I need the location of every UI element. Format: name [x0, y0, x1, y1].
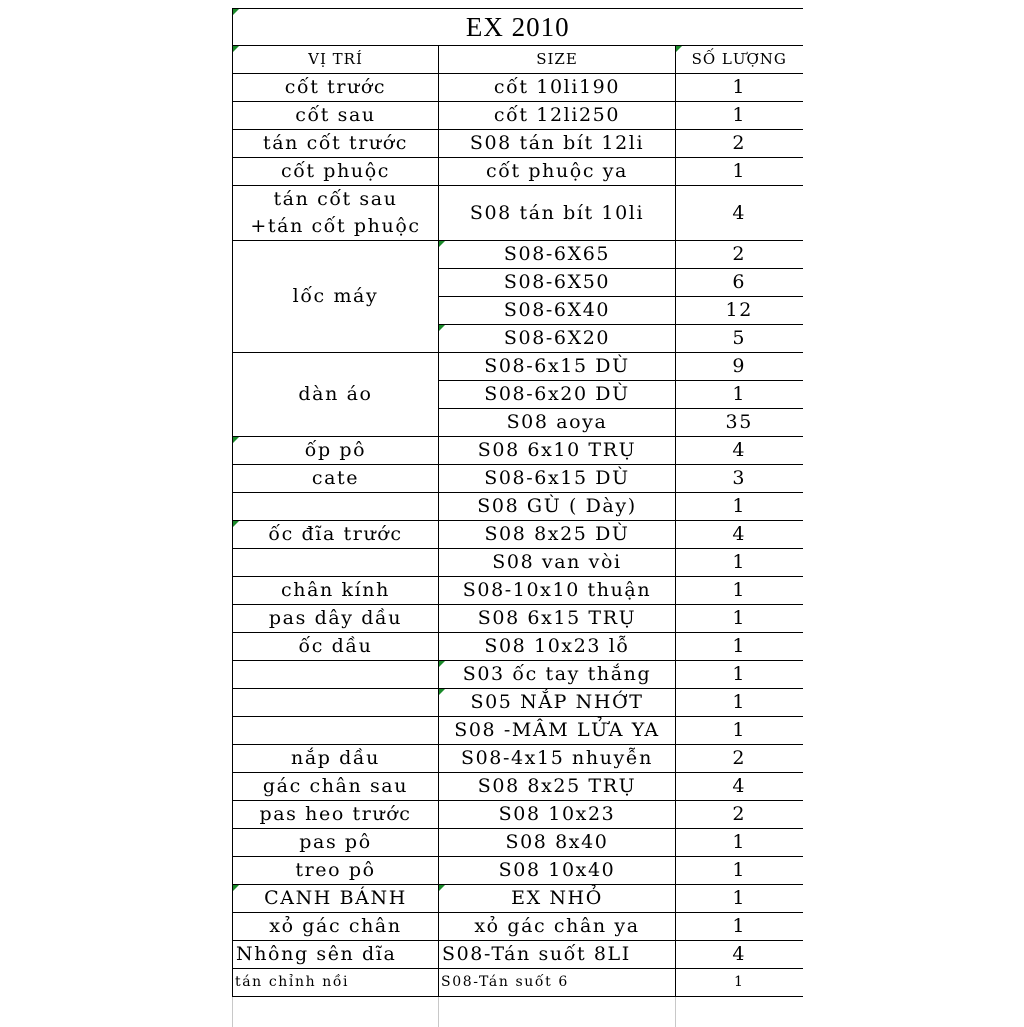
cell-size[interactable]: S08-6X50: [439, 269, 676, 297]
cell-quantity[interactable]: 1: [676, 969, 803, 997]
cell-quantity[interactable]: 1: [676, 857, 803, 885]
cell-position[interactable]: [233, 717, 439, 745]
cell-quantity[interactable]: 12: [676, 297, 803, 325]
cell-size[interactable]: cốt 10li190: [439, 74, 676, 102]
cell-size[interactable]: S08 8x40: [439, 829, 676, 857]
sheet-title[interactable]: EX 2010: [233, 9, 803, 46]
cell-size[interactable]: S08-Tán suốt 8LI: [439, 941, 676, 969]
cell-quantity[interactable]: 1: [676, 158, 803, 186]
cell-position[interactable]: cốt sau: [233, 102, 439, 130]
cell-size[interactable]: S05 NẮP NHỚT: [439, 689, 676, 717]
cell-size[interactable]: S08-6x15 DÙ: [439, 465, 676, 493]
cell-size[interactable]: S08 10x40: [439, 857, 676, 885]
cell-quantity[interactable]: 1: [676, 885, 803, 913]
table-row: [233, 913, 803, 941]
cell-quantity[interactable]: 1: [676, 717, 803, 745]
empty-cell[interactable]: [233, 997, 439, 1027]
table-row: [233, 605, 803, 633]
cell-position[interactable]: nắp dầu: [233, 745, 439, 773]
table-row: [233, 857, 803, 885]
cell-position[interactable]: [233, 186, 439, 241]
cell-quantity[interactable]: 6: [676, 269, 803, 297]
cell-quantity[interactable]: 2: [676, 130, 803, 158]
cell-position[interactable]: ốc dầu: [233, 633, 439, 661]
table-row: [233, 661, 803, 689]
cell-quantity[interactable]: 1: [676, 913, 803, 941]
cell-quantity[interactable]: 3: [676, 465, 803, 493]
cell-quantity[interactable]: 1: [676, 633, 803, 661]
cell-quantity[interactable]: 1: [676, 829, 803, 857]
cell-position[interactable]: [233, 493, 439, 521]
table-row: [233, 241, 803, 269]
cell-size[interactable]: cốt phuộc ya: [439, 158, 676, 186]
cell-size[interactable]: S08-6x20 DÙ: [439, 381, 676, 409]
cell-quantity[interactable]: 1: [676, 102, 803, 130]
cell-size[interactable]: S08 6x15 TRỤ: [439, 605, 676, 633]
cell-position[interactable]: pas heo trước: [233, 801, 439, 829]
cell-size[interactable]: EX NHỎ: [439, 885, 676, 913]
cell-position[interactable]: xỏ gác chân: [233, 913, 439, 941]
table-row: [233, 74, 803, 102]
table-row: [233, 158, 803, 186]
table-row: [233, 493, 803, 521]
table-row: [233, 549, 803, 577]
cell-position[interactable]: ốp pô: [233, 437, 439, 465]
parts-table: [232, 8, 803, 1027]
cell-size[interactable]: S08 tán bít 12li: [439, 130, 676, 158]
cell-size[interactable]: xỏ gác chân ya: [439, 913, 676, 941]
cell-position[interactable]: pas dây dầu: [233, 605, 439, 633]
cell-size[interactable]: S08-10x10 thuận: [439, 577, 676, 605]
cell-position[interactable]: tán cốt trước: [233, 130, 439, 158]
cell-size[interactable]: S08 6x10 TRỤ: [439, 437, 676, 465]
table-row: [233, 130, 803, 158]
empty-cell[interactable]: [439, 997, 676, 1027]
table-row: [233, 717, 803, 745]
cell-quantity[interactable]: 4: [676, 521, 803, 549]
cell-size[interactable]: S08-6X40: [439, 297, 676, 325]
table-row: [233, 941, 803, 969]
cell-size[interactable]: S08 10x23 lỗ: [439, 633, 676, 661]
cell-size[interactable]: S08-4x15 nhuyễn: [439, 745, 676, 773]
cell-size[interactable]: S08 8x25 TRỤ: [439, 773, 676, 801]
cell-quantity[interactable]: 1: [676, 605, 803, 633]
table-row: [233, 773, 803, 801]
header-quantity[interactable]: SỐ LƯỢNG: [676, 46, 803, 74]
cell-position[interactable]: tán chỉnh nồi: [233, 969, 439, 997]
table-row: [233, 689, 803, 717]
cell-size[interactable]: S08-6x15 DÙ: [439, 353, 676, 381]
cell-position-merged[interactable]: dàn áo: [233, 353, 439, 437]
cell-size[interactable]: cốt 12li250: [439, 102, 676, 130]
table-row: [233, 745, 803, 773]
cell-position[interactable]: chân kính: [233, 577, 439, 605]
title-row: [233, 9, 803, 46]
spreadsheet-sheet: [232, 8, 802, 1022]
cell-position[interactable]: gác chân sau: [233, 773, 439, 801]
cell-size[interactable]: S08-6X20: [439, 325, 676, 353]
cell-quantity[interactable]: 5: [676, 325, 803, 353]
cell-size[interactable]: S08 8x25 DÙ: [439, 521, 676, 549]
cell-size[interactable]: S08 van vòi: [439, 549, 676, 577]
cell-quantity[interactable]: 2: [676, 801, 803, 829]
cell-quantity[interactable]: 2: [676, 745, 803, 773]
cell-size[interactable]: S08 tán bít 10li: [439, 186, 676, 241]
cell-quantity[interactable]: 4: [676, 437, 803, 465]
table-row: [233, 885, 803, 913]
cell-position-line: tán cốt sau: [273, 188, 397, 210]
cell-quantity[interactable]: 4: [676, 941, 803, 969]
table-row: [233, 969, 803, 997]
empty-row: [233, 997, 803, 1027]
cell-quantity[interactable]: 4: [676, 773, 803, 801]
empty-cell[interactable]: [676, 997, 803, 1027]
header-row: [233, 46, 803, 74]
cell-position[interactable]: Nhông sên dĩa: [233, 941, 439, 969]
cell-quantity[interactable]: 1: [676, 381, 803, 409]
cell-quantity[interactable]: 1: [676, 493, 803, 521]
table-row: [233, 465, 803, 493]
cell-size[interactable]: S08 10x23: [439, 801, 676, 829]
cell-position-merged[interactable]: lốc máy: [233, 241, 439, 353]
table-row: [233, 102, 803, 130]
cell-quantity[interactable]: 9: [676, 353, 803, 381]
header-position[interactable]: VỊ TRÍ: [233, 46, 439, 74]
cell-quantity[interactable]: 1: [676, 661, 803, 689]
cell-position[interactable]: cốt trước: [233, 74, 439, 102]
cell-quantity[interactable]: 35: [676, 409, 803, 437]
cell-quantity[interactable]: 1: [676, 549, 803, 577]
cell-position[interactable]: ốc đĩa trước: [233, 521, 439, 549]
table-row: [233, 353, 803, 381]
table-row: [233, 829, 803, 857]
table-row: [233, 521, 803, 549]
cell-quantity[interactable]: 2: [676, 241, 803, 269]
cell-size[interactable]: S08-Tán suốt 6: [439, 969, 676, 997]
cell-position[interactable]: cốt phuộc: [233, 158, 439, 186]
cell-quantity[interactable]: 4: [676, 186, 803, 241]
cell-quantity[interactable]: 1: [676, 74, 803, 102]
cell-size[interactable]: S08 -MÂM LỬA YA: [439, 717, 676, 745]
cell-size[interactable]: S08 aoya: [439, 409, 676, 437]
cell-position[interactable]: treo pô: [233, 857, 439, 885]
cell-position-line: +tán cốt phuộc: [250, 215, 420, 237]
header-size[interactable]: SIZE: [439, 46, 676, 74]
table-row: [233, 577, 803, 605]
cell-position[interactable]: pas pô: [233, 829, 439, 857]
cell-position[interactable]: [233, 689, 439, 717]
cell-position[interactable]: cate: [233, 465, 439, 493]
table-row: [233, 801, 803, 829]
cell-size[interactable]: S03 ốc tay thắng: [439, 661, 676, 689]
cell-position[interactable]: CANH BÁNH: [233, 885, 439, 913]
cell-position[interactable]: [233, 549, 439, 577]
table-row: [233, 186, 803, 241]
table-row: [233, 633, 803, 661]
cell-size[interactable]: S08-6X65: [439, 241, 676, 269]
table-row: [233, 437, 803, 465]
cell-quantity[interactable]: 1: [676, 689, 803, 717]
cell-size[interactable]: S08 GÙ ( Dày): [439, 493, 676, 521]
cell-quantity[interactable]: 1: [676, 577, 803, 605]
cell-position[interactable]: [233, 661, 439, 689]
